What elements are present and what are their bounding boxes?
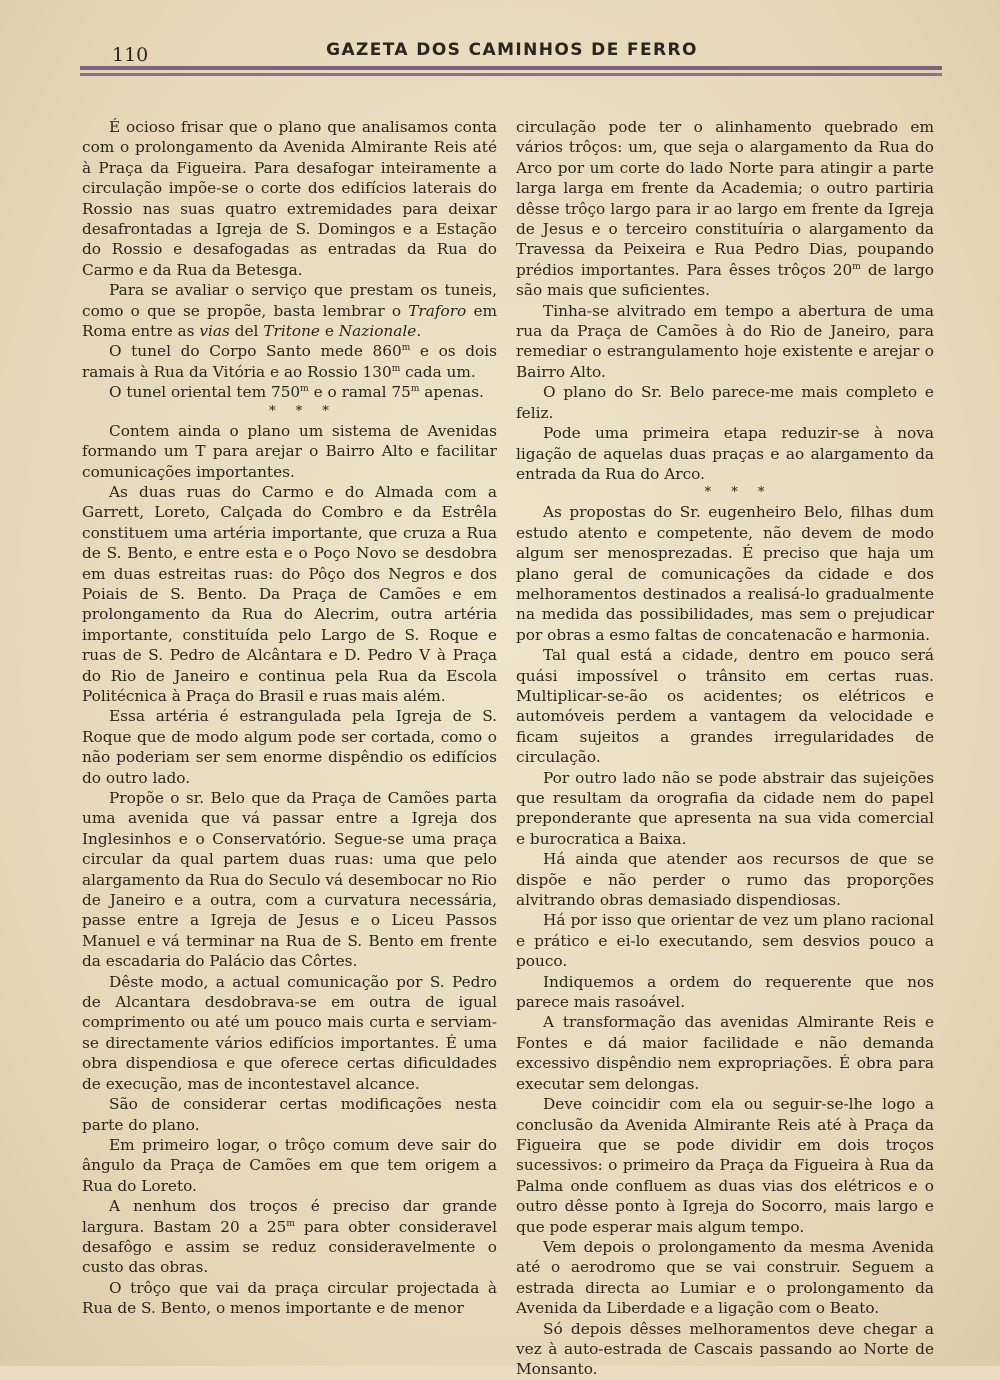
paragraph: Tal qual está a cidade, dentro em pouco será quási impossível o trânsito em certas ruas. Multiplicar-se-ão os acidentes; os elétricos e automóveis perdem a vantagem da velocidade e ficam sujeitos a grandes irregularidades de circulação.	[516, 646, 934, 767]
paragraph: A nenhum dos troços é preciso dar grande largura. Bastam 20 a 25$^m$ para obter consideravel desafôgo e assim se reduz consideravelmente o custo das obras.	[82, 1197, 497, 1277]
paragraph: Para se avaliar o serviço que prestam os tuneis, como o que se propõe, basta lembrar o Traforo em Roma entre as vias del Tritone e Nazionale.	[82, 281, 498, 341]
paragraph: Propõe o sr. Belo que da Praça de Camões parta uma avenida que vá passar entre a Igreja dos Inglesinhos e o Conservatório. Segue-se uma praça circular da qual partem duas ruas: uma que pelo alargamento da Rua do Seculo vá desembocar no Rio de Janeiro e a outra, com a curvatura necessária, passe entre a Igreja de Jesus e o Liceu Passos Manuel e vá terminar na Rua de S. Bento em frente da escadaria do Palácio das Côrtes.	[82, 789, 497, 971]
running-header	[82, 38, 942, 66]
paragraph: Essa artéria é estrangulada pela Igreja de S. Roque que de modo algum pode ser cortada, como o não poderiam ser sem enorme dispêndio os edifícios do outro lado.	[82, 707, 497, 787]
section-separator: * * *	[704, 485, 773, 501]
section-separator: * * *	[269, 403, 337, 419]
paragraph: A transformação das avenidas Almirante Reis e Fontes e dá maior facilidade e não demanda excessivo dispêndio nem expropriações. É obra para executar sem delongas.	[516, 1013, 934, 1093]
paragraph: Vem depois o prolongamento da mesma Avenida até o aerodromo que se vai construir. Seguem a estrada directa ao Lumiar e o prolongamento da Avenida da Liberdade e a ligação com o Beato.	[516, 1237, 934, 1318]
paragraph: Indiquemos a ordem do requerente que nos parece mais rasoável.	[516, 972, 934, 1012]
paragraph: É ocioso frisar que o plano que analisamos conta com o prolongamento da Avenida Almirante Reis até à Praça da Figueira. Para desafogar inteiramente a circulação impõe-se o corte dos edifícios laterais do Rossio nas suas quatro extremidades para deixar desafrontadas a Igreja de S. Domingos e a Estação do Rossio e desafogadas as entradas da Rua do Carmo e da Rua da Betesga.	[82, 118, 497, 279]
paragraph: Só depois dêsses melhoramentos deve chegar a vez à auto-estrada de Cascais passando ao Norte de Monsanto.	[516, 1319, 934, 1379]
paragraph: Deve coincidir com ela ou seguir-se-lhe logo a conclusão da Avenida Almirante Reis até à Praça da Figueira que se pode dividir em dois troços sucessivos: o primeiro da Praça da Figueira à Rua da Palma onde confluem as duas vias dos elétricos e o outro dêsse ponto à Igreja do Socorro, mais largo e que pode esperar mais algum tempo.	[516, 1095, 934, 1236]
left-column	[82, 117, 497, 1319]
paragraph: As propostas do Sr. eugenheiro Belo, filhas dum estudo atento e competente, não devem de modo algum ser menosprezadas. É preciso que haja um plano geral de comunicações da cidade e dos melhoramentos destinados a realisá-lo gradualmente na medida das possibilidades, mas sem o prejudicar por obras a esmo faltas de concatenacão e harmonia.	[516, 503, 934, 644]
paragraph: O plano do Sr. Belo parece-me mais completo e feliz.	[516, 383, 934, 422]
paragraph-continued: circulação pode ter o alinhamento quebrado em vários trôços: um, que seja o alargamento da Rua do Arco por um corte do lado Norte para atingir a parte larga larga em frente da Academia; o outro partiria dêsse trôço largo para ir ao largo em frente da Igreja de Jesus e o terceiro constituíria o alargamento da Travessa da Peixeira e Rua Pedro Dias, poupando prédios importantes. Para êsses trôços 20$^m$ de largo são mais que suficientes.	[516, 118, 934, 300]
right-column	[516, 117, 934, 1380]
page-number: 110	[112, 44, 149, 66]
paragraph: Dêste modo, a actual comunicação por S. Pedro de Alcantara desdobrava-se em outra de igual comprimento ou até um pouco mais curta e serviam-se directamente vários edifícios importantes. É uma obra dispendiosa e que oferece certas dificuldades de execução, mas de incontestavel alcance.	[82, 972, 497, 1093]
paragraph: Tinha-se alvitrado em tempo a abertura de uma rua da Praça de Camões à do Rio de Janeiro, para remediar o estrangulamento hoje existente e arejar o Bairro Alto.	[516, 301, 934, 381]
paragraph: Em primeiro logar, o trôço comum deve sair do ângulo da Praça de Camões em que tem origem a Rua do Loreto.	[82, 1135, 497, 1195]
paragraph: São de considerar certas modificações nesta parte do plano.	[82, 1095, 497, 1134]
journal-title: GAZETA DOS CAMINHOS DE FERRO	[326, 40, 698, 60]
paragraph: As duas ruas do Carmo e do Almada com a Garrett, Loreto, Calçada do Combro e da Estrêla constituem uma artéria importante, que cruza a Rua de S. Bento, e entre esta e o Poço Novo se desdobra em duas estreitas ruas: do Pôço dos Negros e dos Poiais de S. Bento. Da Praça de Camões e em prolongamento da Rua do Alecrim, outra artéria importante, constituída pelo Largo de S. Roque e ruas de S. Pedro de Alcântara e D. Pedro V à Praça do Rio de Janeiro e continua pela Rua da Escola Politécnica à Praça do Brasil e ruas mais além.	[82, 482, 497, 705]
paragraph: O tunel do Corpo Santo mede 860$^m$ e os dois ramais à Rua da Vitória e ao Rossio 130$^m$ cada um.	[82, 342, 497, 381]
paragraph: Pode uma primeira etapa reduzir-se à nova ligação de aquelas duas praças e ao alargamento da entrada da Rua do Arco.	[516, 424, 934, 483]
paragraph: O tunel oriental tem 750$^m$ e o ramal 75$^m$ apenas.	[109, 383, 484, 402]
header-rule-top	[80, 66, 942, 70]
paragraph: Por outro lado não se pode abstrair das sujeições que resultam da orografia da cidade nem do papel preponderante que apresenta na sua vida comercial e burocratica a Baixa.	[516, 768, 934, 848]
paragraph: Contem ainda o plano um sistema de Avenidas formando um T para arejar o Bairro Alto e facilitar comunicações importantes.	[82, 421, 497, 481]
paragraph: Há ainda que atender aos recursos de que se dispõe e não perder o rumo das proporções alvitrando obras demasiado dispendiosas.	[516, 850, 934, 910]
paragraph: O trôço que vai da praça circular projectada à Rua de S. Bento, o menos importante e de menor	[82, 1278, 497, 1318]
paragraph: Há por isso que orientar de vez um plano racional e prático e ei-lo executando, sem desvios pouco a pouco.	[516, 911, 934, 971]
header-rule-bottom	[80, 73, 942, 76]
